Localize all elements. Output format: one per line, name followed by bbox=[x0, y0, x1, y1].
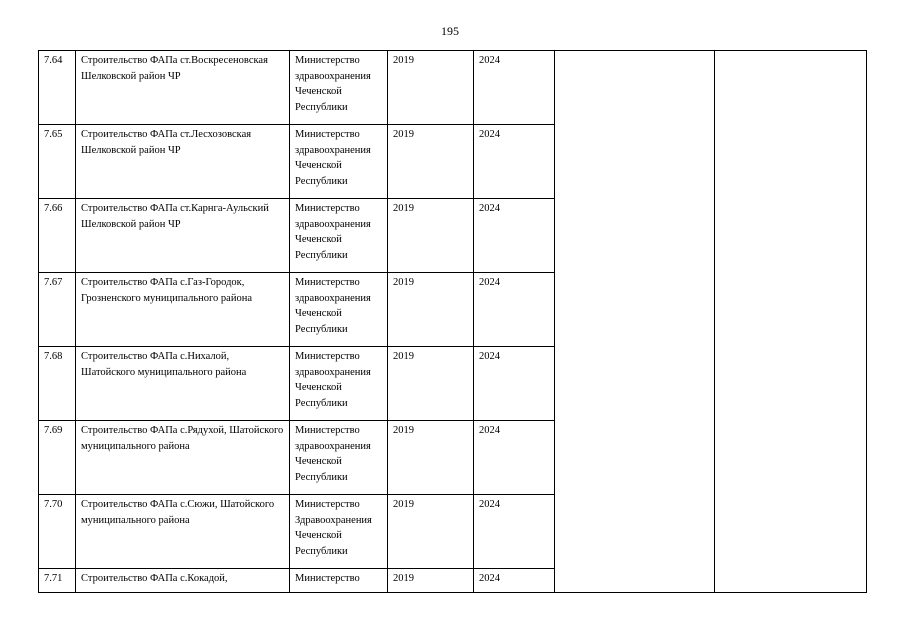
row-end-year: 2024 bbox=[474, 51, 555, 125]
row-end-year: 2024 bbox=[474, 569, 555, 593]
row-number: 7.66 bbox=[39, 199, 76, 273]
row-end-year: 2024 bbox=[474, 347, 555, 421]
row-start-year: 2019 bbox=[388, 421, 474, 495]
row-start-year: 2019 bbox=[388, 199, 474, 273]
row-name: Строительство ФАПа ст.Воскресеновская Шелковской район ЧР bbox=[76, 51, 290, 125]
row-number: 7.68 bbox=[39, 347, 76, 421]
row-organization: Министерство здравоохранения Чеченской Республики bbox=[290, 273, 388, 347]
row-organization: Министерство здравоохранения Чеченской Республики bbox=[290, 51, 388, 125]
row-organization: Министерство здравоохранения Чеченской Республики bbox=[290, 421, 388, 495]
row-end-year: 2024 bbox=[474, 273, 555, 347]
row-name: Строительство ФАПа с.Рядухой, Шатойского муниципального района bbox=[76, 421, 290, 495]
row-number: 7.71 bbox=[39, 569, 76, 593]
row-end-year: 2024 bbox=[474, 421, 555, 495]
row-organization: Министерство здравоохранения Чеченской Республики bbox=[290, 199, 388, 273]
row-start-year: 2019 bbox=[388, 51, 474, 125]
row-number: 7.65 bbox=[39, 125, 76, 199]
row-name: Строительство ФАПа с.Кокадой, bbox=[76, 569, 290, 593]
page-number: 195 bbox=[441, 24, 459, 38]
row-organization: Министерство bbox=[290, 569, 388, 593]
row-end-year: 2024 bbox=[474, 125, 555, 199]
row-number: 7.69 bbox=[39, 421, 76, 495]
row-name: Строительство ФАПа с.Нихалой, Шатойского муниципального района bbox=[76, 347, 290, 421]
row-number: 7.67 bbox=[39, 273, 76, 347]
program-table bbox=[38, 50, 867, 593]
row-start-year: 2019 bbox=[388, 125, 474, 199]
row-start-year: 2019 bbox=[388, 569, 474, 593]
row-name: Строительство ФАПа с.Газ-Городок, Грозненского муниципального района bbox=[76, 273, 290, 347]
row-start-year: 2019 bbox=[388, 495, 474, 569]
row-end-year: 2024 bbox=[474, 199, 555, 273]
row-start-year: 2019 bbox=[388, 273, 474, 347]
table-row bbox=[39, 51, 867, 125]
row-end-year: 2024 bbox=[474, 495, 555, 569]
row-organization: Министерство здравоохранения Чеченской Республики bbox=[290, 347, 388, 421]
row-organization: Министерство Здравоохранения Чеченской Республики bbox=[290, 495, 388, 569]
row-organization: Министерство здравоохранения Чеченской Республики bbox=[290, 125, 388, 199]
row-name: Строительство ФАПа с.Сюжи, Шатойского муниципального района bbox=[76, 495, 290, 569]
row-name: Строительство ФАПа ст.Карнга-Аульский Шелковской район ЧР bbox=[76, 199, 290, 273]
row-start-year: 2019 bbox=[388, 347, 474, 421]
row-number: 7.64 bbox=[39, 51, 76, 125]
merged-column-6 bbox=[555, 51, 715, 593]
row-name: Строительство ФАПа ст.Лесхозовская Шелковской район ЧР bbox=[76, 125, 290, 199]
merged-column-7 bbox=[715, 51, 867, 593]
row-number: 7.70 bbox=[39, 495, 76, 569]
